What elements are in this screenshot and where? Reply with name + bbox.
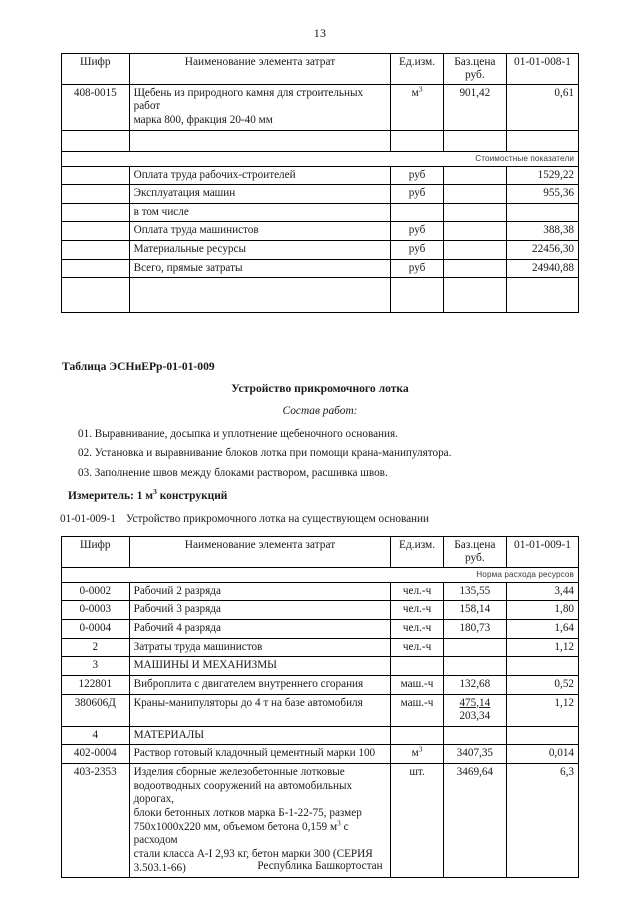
cell-price-bottom: 203,34 [459,710,491,723]
cell-code: 402-0004 [62,745,130,764]
table-row [62,619,579,638]
spacer-price [443,130,506,151]
cell-unit: маш.-ч [391,675,443,694]
work-composition-label: Состав работ: [282,405,358,418]
table-row [62,203,579,222]
cell-name: Затраты труда машинистов [129,638,391,657]
table-row [62,241,579,260]
page-number: 13 [313,26,327,40]
cell-name [129,84,391,130]
cell-price: 132,68 [443,675,506,694]
header-code: Шифр [62,537,130,568]
cell-code: 408-0015 [62,84,130,130]
cell-unit: руб [391,259,443,278]
cell-name: Оплата труда рабочих-строителей [129,166,391,185]
cell-code [62,259,130,278]
table-row-band [62,567,579,582]
header-price-line1: Баз.цена [454,539,496,552]
table-row [62,259,579,278]
trailing-name [129,278,391,313]
sub-norm-name: Устройство прикромочного лотка на существующем основании [125,512,430,525]
work-steps-list [60,426,580,482]
table-row-spacer [62,130,579,151]
cell-name-line3: блоки бетонных лотков марка Б-1-22-75, размер [133,807,362,820]
header-name: Наименование элемента затрат [129,54,391,85]
cell-unit-sup: 3 [418,83,423,93]
cell-value [506,726,578,745]
table-row [62,638,579,657]
cell-value: 388,38 [506,222,578,241]
header-code: Шифр [62,54,130,85]
cell-name: МАШИНЫ И МЕХАНИЗМЫ [129,657,391,676]
cell-value: 3,44 [506,582,578,601]
spacer-value [506,130,578,151]
cell-code: 0-0003 [62,601,130,620]
cell-value: 0,61 [506,84,578,130]
spacer-unit [391,130,443,151]
cell-code: 403-2353 [62,764,130,878]
cell-unit-text: м [411,747,419,760]
page-footer: Республика Башкортостан [257,860,383,872]
cell-value: 955,36 [506,185,578,204]
cell-unit: руб [391,241,443,260]
table-row-section [62,726,579,745]
cell-unit-sup: 3 [418,744,423,754]
cell-name: Рабочий 2 разряда [129,582,391,601]
cell-name: Материальные ресурсы [129,241,391,260]
cell-code: 3 [62,657,130,676]
cell-code [62,203,130,222]
cell-unit: руб [391,166,443,185]
header-price [443,54,506,85]
cell-price [443,259,506,278]
cell-code [62,241,130,260]
cell-name: в том числе [129,203,391,222]
band-label-resource-norm: Норма расхода ресурсов [62,567,579,582]
cell-price-top: 475,14 [459,696,491,709]
table-row-trailing-blank [62,278,579,313]
spacer-name [129,130,391,151]
cell-value: 24940,88 [506,259,578,278]
trailing-value [506,278,578,313]
header-price-line1: Баз.цена [454,56,496,68]
cell-code: 380606Д [62,694,130,726]
cell-unit: руб [391,222,443,241]
header-unit: Ед.изм. [391,54,443,85]
cell-code [62,185,130,204]
sub-norm-line [60,511,580,527]
table-row [62,745,579,764]
cell-code: 0-0004 [62,619,130,638]
cell-value [506,203,578,222]
list-item: 01. Выравнивание, досыпка и уплотнение щебеночного основания. [78,427,398,440]
measurement-unit-label [60,488,580,505]
trailing-price [443,278,506,313]
cost-table-01-01-008-1 [61,53,579,313]
cell-value: 1529,22 [506,166,578,185]
cell-name-line4: 750х1000х220 мм, объемом бетона 0,159 $м^3$ с расходом [133,818,349,847]
header-price-line2: руб. [464,68,485,81]
cell-unit: маш.-ч [391,694,443,726]
resource-table-01-01-009-1 [61,536,579,878]
cell-value [506,657,578,676]
table-row-resource [62,84,579,130]
cell-price [443,222,506,241]
cell-price [443,241,506,260]
cell-name: Краны-манипуляторы до 4 т на базе автомобиля [129,694,391,726]
cell-code: 122801 [62,675,130,694]
cell-price [443,726,506,745]
cell-name: МАТЕРИАЛЫ [129,726,391,745]
cell-value: 1,12 [506,694,578,726]
cell-unit: чел.-ч [391,582,443,601]
band-label-cost-indicators: Стоимостные показатели [62,151,579,166]
table-row [62,222,579,241]
cell-code [62,166,130,185]
cell-price: 180,73 [443,619,506,638]
cell-value: 0,014 [506,745,578,764]
cell-value: 6,3 [506,764,578,878]
table-header-row [62,537,579,568]
cell-price [443,203,506,222]
cell-price [443,185,506,204]
cell-name: Рабочий 3 разряда [129,601,391,620]
cell-unit-text: м [411,86,419,99]
header-value: 01-01-009-1 [506,537,578,568]
table-row [62,582,579,601]
cell-code: 4 [62,726,130,745]
spacer-code [62,130,130,151]
header-price-line2: руб. [464,551,485,564]
cell-price: 3407,35 [443,745,506,764]
header-name: Наименование элемента затрат [129,537,391,568]
measurement-prefix: Измеритель: 1 м [68,490,153,503]
cell-name-line2: марка 800, фракция 20-40 мм [133,113,273,126]
cell-name: Виброплита с двигателем внутреннего сгорания [129,675,391,694]
header-value: 01-01-008-1 [506,54,578,85]
cell-price [443,638,506,657]
cell-name-line1: Щебень из природного камня для строительных работ [133,86,364,113]
cell-value: 22456,30 [506,241,578,260]
cell-name: Эксплуатация машин [129,185,391,204]
table-row [62,166,579,185]
cell-name: Раствор готовый кладочный цементный марки 100 [129,745,391,764]
cell-unit: чел.-ч [391,619,443,638]
list-item: 02. Установка и выравнивание блоков лотка при помощи крана-манипулятора. [78,447,452,460]
table-row [62,601,579,620]
trailing-unit [391,278,443,313]
cell-code: 0-0002 [62,582,130,601]
cell-value: 1,80 [506,601,578,620]
sub-norm-code: 01-01-009-1 [60,512,116,525]
cell-code [62,222,130,241]
cell-name: Всего, прямые затраты [129,259,391,278]
table-row [62,694,579,726]
cell-price [443,166,506,185]
cell-price: 135,55 [443,582,506,601]
cell-value: 0,52 [506,675,578,694]
cell-unit: шт. [391,764,443,878]
cell-price [443,657,506,676]
cell-unit [391,726,443,745]
cell-price: 901,42 [443,84,506,130]
cell-name-line6: 3.503.1-66) [133,861,186,874]
cell-price-split [443,694,506,726]
header-price [443,537,506,568]
cell-unit: чел.-ч [391,601,443,620]
volume-sup: 3 [337,818,341,828]
cell-unit [391,203,443,222]
list-item: 03. Заполнение швов между блоками раствором, расшивка швов. [78,467,388,480]
cell-price: 3469,64 [443,764,506,878]
cell-unit [391,745,443,764]
table-row-section [62,657,579,676]
header-unit: Ед.изм. [391,537,443,568]
cell-value: 1,64 [506,619,578,638]
cell-price: 158,14 [443,601,506,620]
cell-unit [391,657,443,676]
table-label: Таблица ЭСНиЕРр-01-01-009 [62,360,215,374]
cell-name-line2: водоотводных сооружений на автомобильных дорогах, [133,779,353,806]
table-row [62,675,579,694]
table-row [62,185,579,204]
trailing-code [62,278,130,313]
cell-name: Рабочий 4 разряда [129,619,391,638]
cell-unit: руб [391,185,443,204]
work-description-block [60,313,580,527]
cell-code: 2 [62,638,130,657]
cell-name-line5: стали класса А-I 2,93 кг, бетон марки 300 (СЕРИЯ [133,848,373,861]
table-row-band [62,151,579,166]
measurement-sup: 3 [153,487,157,497]
measurement-suffix: конструкций [156,490,228,503]
cell-value: 1,12 [506,638,578,657]
table-header-row [62,54,579,85]
cell-name: Оплата труда машинистов [129,222,391,241]
cell-unit: чел.-ч [391,638,443,657]
cell-name-line1: Изделия сборные железобетонные лотковые [133,766,345,779]
cell-unit [391,84,443,130]
work-title: Устройство прикромочного лотка [231,382,409,396]
